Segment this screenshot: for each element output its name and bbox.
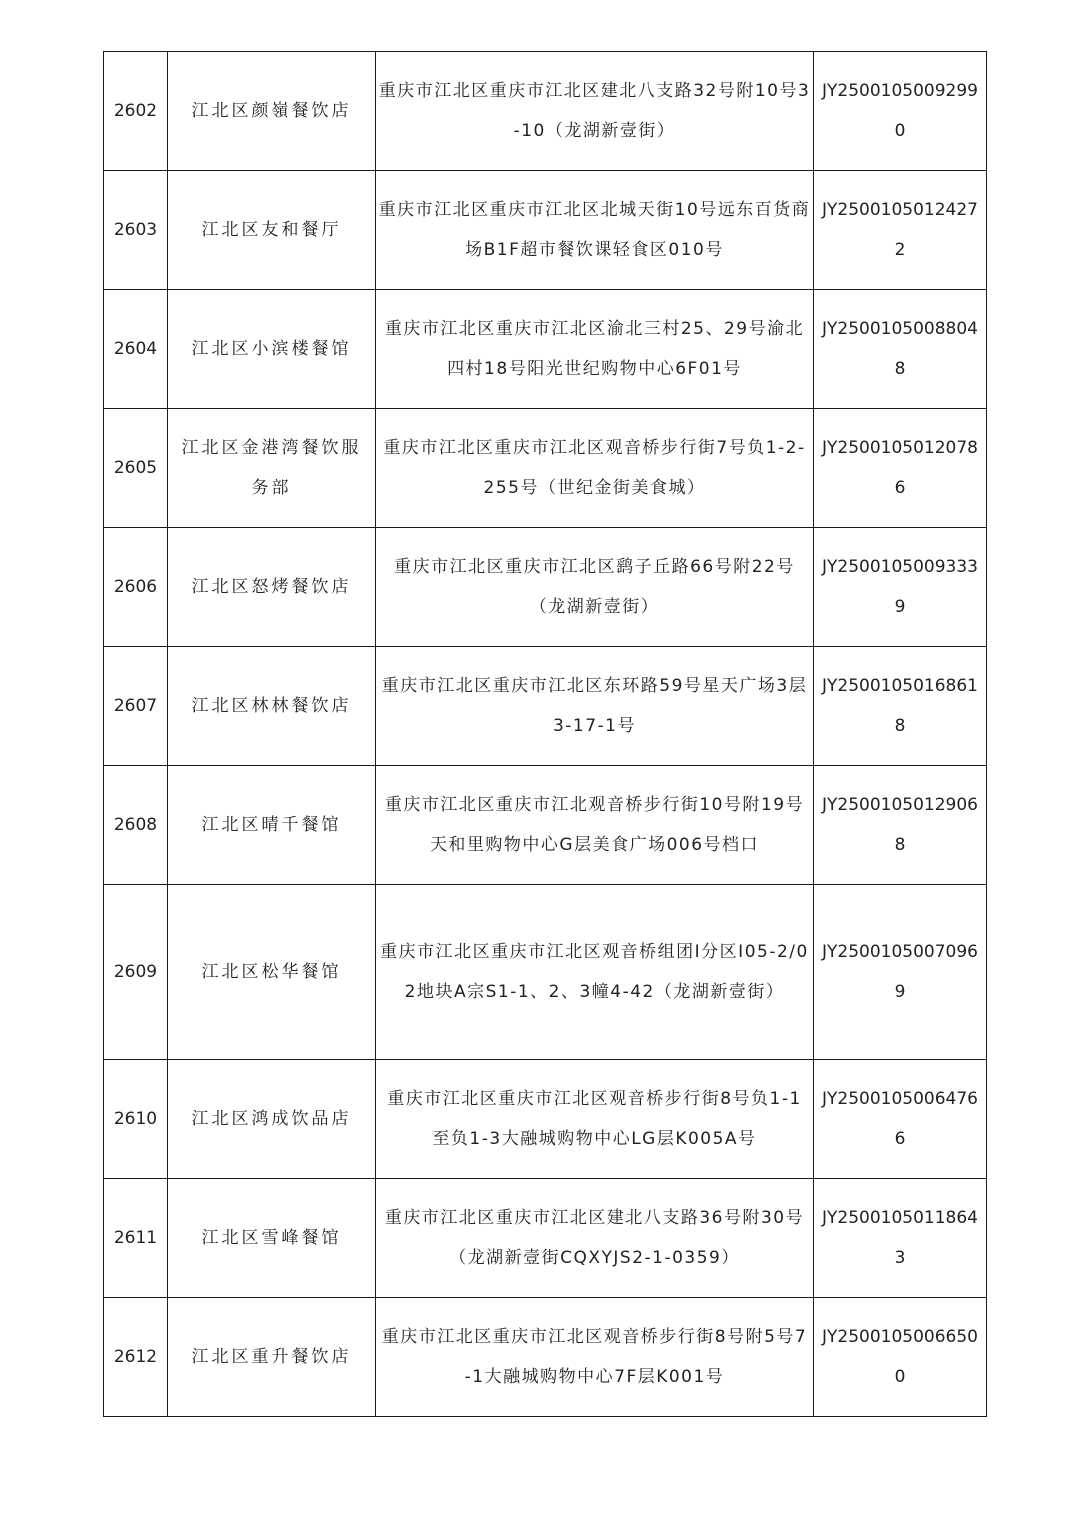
row-number-cell: 2602 <box>104 52 168 171</box>
license-number-cell: JY25001050088048 <box>814 290 987 409</box>
table-row <box>104 171 987 290</box>
license-number-cell: JY25001050168618 <box>814 647 987 766</box>
table-row <box>104 1298 987 1417</box>
address-cell: 重庆市江北区重庆市江北区北城天街10号远东百货商场B1F超市餐饮课轻食区010号 <box>376 171 814 290</box>
license-number-cell: JY25001050124272 <box>814 171 987 290</box>
row-number-cell: 2608 <box>104 766 168 885</box>
license-number-cell: JY25001050129068 <box>814 766 987 885</box>
license-number-cell: JY25001050120786 <box>814 409 987 528</box>
table-row <box>104 1179 987 1298</box>
table-row <box>104 885 987 1060</box>
business-name-cell: 江北区鸿成饮品店 <box>168 1060 376 1179</box>
license-number-cell: JY25001050092990 <box>814 52 987 171</box>
business-name-cell: 江北区友和餐厅 <box>168 171 376 290</box>
document-page <box>103 51 986 1417</box>
business-name-cell: 江北区晴千餐馆 <box>168 766 376 885</box>
table-row <box>104 409 987 528</box>
license-number-cell: JY25001050118643 <box>814 1179 987 1298</box>
business-name-cell: 江北区小滨楼餐馆 <box>168 290 376 409</box>
table-row <box>104 766 987 885</box>
table-row <box>104 528 987 647</box>
address-cell: 重庆市江北区重庆市江北区建北八支路36号附30号（龙湖新壹街CQXYJS2-1-0359） <box>376 1179 814 1298</box>
table-row <box>104 52 987 171</box>
address-cell: 重庆市江北区重庆市江北区观音桥步行街8号附5号7-1大融城购物中心7F层K001号 <box>376 1298 814 1417</box>
address-cell: 重庆市江北区重庆市江北区东环路59号星天广场3层3-17-1号 <box>376 647 814 766</box>
row-number-cell: 2611 <box>104 1179 168 1298</box>
business-name-cell: 江北区林林餐饮店 <box>168 647 376 766</box>
row-number-cell: 2609 <box>104 885 168 1060</box>
table-row <box>104 1060 987 1179</box>
business-name-cell: 江北区松华餐馆 <box>168 885 376 1060</box>
address-cell: 重庆市江北区重庆市江北区建北八支路32号附10号3-10（龙湖新壹街） <box>376 52 814 171</box>
address-cell: 重庆市江北区重庆市江北区观音桥步行街7号负1-2-255号（世纪金街美食城） <box>376 409 814 528</box>
row-number-cell: 2605 <box>104 409 168 528</box>
license-number-cell: JY25001050064766 <box>814 1060 987 1179</box>
license-number-cell: JY25001050093339 <box>814 528 987 647</box>
address-cell: 重庆市江北区重庆市江北观音桥步行街10号附19号天和里购物中心G层美食广场006号档口 <box>376 766 814 885</box>
address-cell: 重庆市江北区重庆市江北区鹞子丘路66号附22号（龙湖新壹街） <box>376 528 814 647</box>
row-number-cell: 2610 <box>104 1060 168 1179</box>
business-name-cell: 江北区颜嶺餐饮店 <box>168 52 376 171</box>
address-cell: 重庆市江北区重庆市江北区观音桥组团Ⅰ分区I05-2/02地块A宗S1-1、2、3幢4-42（龙湖新壹街） <box>376 885 814 1060</box>
row-number-cell: 2604 <box>104 290 168 409</box>
row-number-cell: 2606 <box>104 528 168 647</box>
address-cell: 重庆市江北区重庆市江北区观音桥步行街8号负1-1至负1-3大融城购物中心LG层K005A号 <box>376 1060 814 1179</box>
business-name-cell: 江北区雪峰餐馆 <box>168 1179 376 1298</box>
business-name-cell: 江北区重升餐饮店 <box>168 1298 376 1417</box>
business-name-cell: 江北区怒烤餐饮店 <box>168 528 376 647</box>
table-row <box>104 290 987 409</box>
row-number-cell: 2607 <box>104 647 168 766</box>
row-number-cell: 2612 <box>104 1298 168 1417</box>
address-cell: 重庆市江北区重庆市江北区渝北三村25、29号渝北四村18号阳光世纪购物中心6F01号 <box>376 290 814 409</box>
records-table <box>103 51 987 1417</box>
row-number-cell: 2603 <box>104 171 168 290</box>
license-number-cell: JY25001050066500 <box>814 1298 987 1417</box>
license-number-cell: JY25001050070969 <box>814 885 987 1060</box>
business-name-cell: 江北区金港湾餐饮服务部 <box>168 409 376 528</box>
table-row <box>104 647 987 766</box>
